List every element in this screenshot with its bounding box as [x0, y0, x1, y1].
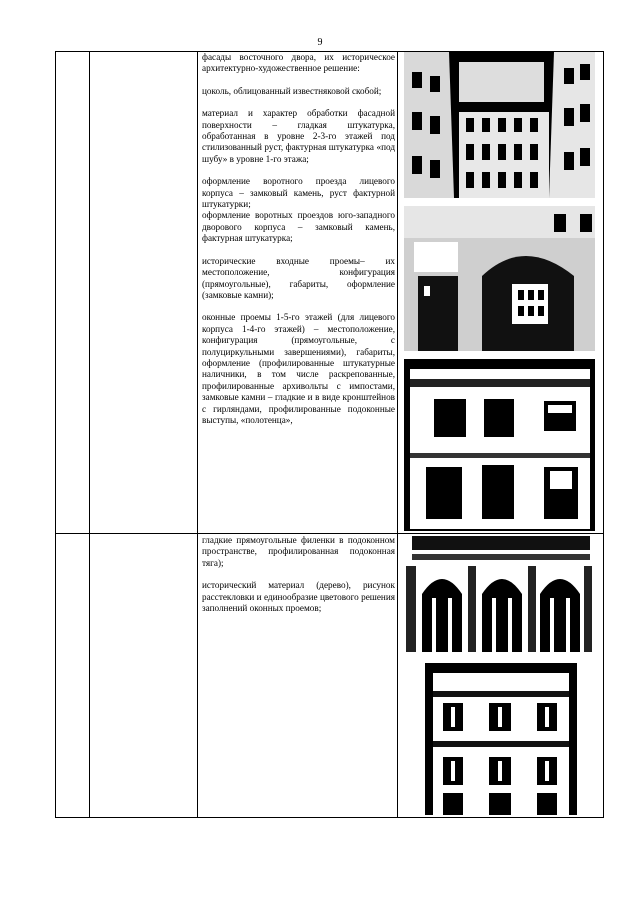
object-table: [55, 51, 604, 818]
column-border: [55, 51, 56, 818]
paragraph: цоколь, облицованный известняковой скобой;: [202, 85, 382, 96]
facade-windows-photo: [425, 663, 577, 815]
paragraph: гладкие прямоугольные филенки в подоконном пространстве, профилированная подоконная тяга);: [202, 535, 395, 568]
gate-passage-photo: [404, 206, 595, 351]
paragraph: исторические входные проемы– их местоположение, конфигурация (прямоугольные), габариты, оформление (замковые камни);: [202, 255, 395, 300]
column-border: [397, 51, 398, 818]
table-border-bottom: [55, 817, 604, 818]
column-border: [89, 51, 90, 818]
paragraph: материал и характер обработки фасадной поверхности – гладкая штукатурка, обработанная в уровне 2-3-го этажей под стилизованный руст, фактурная штукатурка «под шубу» в уровне 1-го этажа;: [202, 108, 395, 164]
page-number: 9: [317, 37, 323, 48]
paragraph: оформление воротных проездов юго-западного дворового корпуса – замковый камень, фактурная штукатурка;: [202, 210, 395, 244]
row-divider: [55, 533, 604, 534]
paragraph: исторический материал (дерево), рисунок расстекловки и единообразие цветового решения заполнений оконных проемов;: [202, 580, 395, 614]
paragraph: оконные проемы 1-5-го этажей (для лицевого корпуса 1-4-го этажей) – местоположение, конфигурация (прямоугольные, с полуциркульными завершениями), габариты, оформление (профилированные штукатурные наличники, в том числе раскрепованные, профилированные архивольты с импостами, замковые камни – гладкие и в виде кронштейнов с гирляндами, профилированные подоконные выступы, «полотенца»,: [202, 312, 395, 425]
row-2-description: [202, 535, 395, 625]
east-courtyard-facade-photo: [404, 52, 595, 198]
column-border: [603, 51, 604, 818]
paragraph: фасады восточного двора, их историческое архитектурно-художественное решение:: [202, 52, 395, 74]
window-openings-photo: [404, 359, 595, 531]
column-border: [197, 51, 198, 818]
arched-windows-photo: [404, 536, 595, 652]
row-1-description: [202, 52, 395, 426]
paragraph: оформление воротного проезда лицевого корпуса – замковый камень, руст фактурной штукатурки;: [202, 176, 395, 210]
